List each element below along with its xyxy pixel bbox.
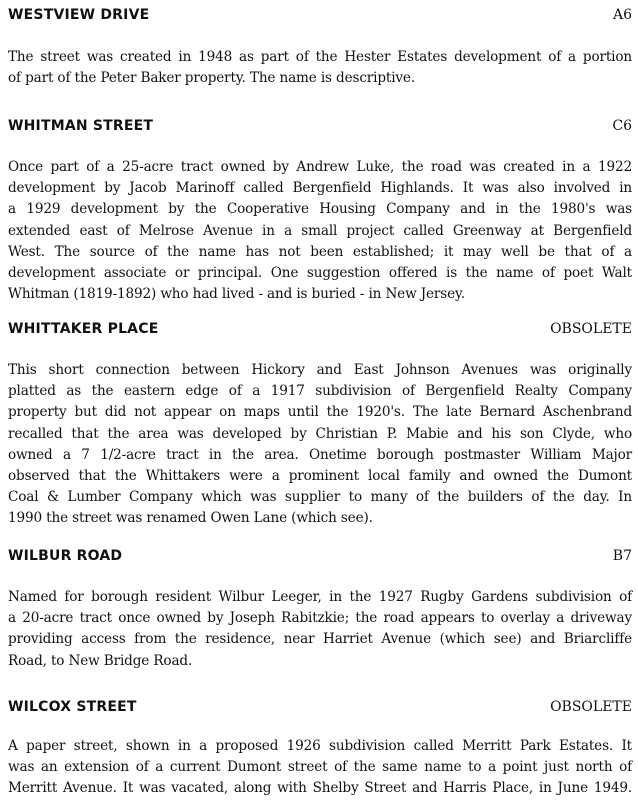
text-line: observed that the Whittakers were a prominent local family and owned the Dumont	[8, 468, 632, 485]
text-line: A paper street, shown in a proposed 1926 subdivision called Merritt Park Estates. It	[8, 738, 632, 754]
entry-grid-reference: B7	[612, 548, 632, 564]
entry-description	[8, 47, 632, 89]
entry-grid-reference: A6	[612, 7, 632, 23]
text-line: recalled that the area was developed by Christian P. Mabie and his son Clyde, who	[8, 425, 632, 442]
entry-title: WILBUR ROAD	[8, 548, 123, 564]
entry-title: WHITTAKER PLACE	[8, 321, 159, 337]
entry-title: WESTVIEW DRIVE	[8, 7, 150, 23]
entry-grid-reference: C6	[612, 118, 632, 134]
text-line: providing access from the residence, near Harriet Avenue (which see) and Briarcliffe	[8, 631, 632, 648]
text-line: property but did not appear on maps until the 1920's. The late Bernard Aschenbrand	[8, 404, 632, 421]
text-line: development associate or principal. One suggestion offered is the name of poet Walt	[8, 265, 632, 282]
entry-wilcox-street	[8, 699, 632, 800]
text-line: The street was created in 1948 as part of the Hester Estates development of a portion	[8, 49, 632, 65]
entry-westview-drive	[8, 7, 632, 89]
entry-title: WILCOX STREET	[8, 699, 137, 715]
entry-whitman-street	[8, 118, 632, 305]
entry-description	[8, 157, 632, 305]
text-line: owned a 7 1/2-acre tract in the area. Onetime borough postmaster William Major	[8, 446, 632, 463]
entry-heading-row	[8, 118, 632, 140]
entry-heading-row	[8, 548, 632, 570]
entry-description	[8, 587, 632, 672]
entry-grid-reference: OBSOLETE	[550, 699, 632, 715]
text-line: extended east of Melrose Avenue in a small project called Greenway at Bergenfield	[8, 222, 632, 239]
text-line: a 1929 development by the Cooperative Housing Company and in the 1980's was	[8, 201, 632, 218]
text-line: Merritt Avenue. It was vacated, along with Shelby Street and Harris Place, in June 1949.	[8, 780, 632, 797]
entry-title: WHITMAN STREET	[8, 118, 154, 134]
text-line: This short connection between Hickory and East Johnson Avenues was originally	[8, 362, 632, 378]
text-line: West. The source of the name has not been established; it may well be that of a	[8, 243, 632, 260]
entry-heading-row	[8, 7, 632, 29]
text-line: platted as the eastern edge of a 1917 subdivision of Bergenfield Realty Company	[8, 383, 632, 400]
text-line: of part of the Peter Baker property. The name is descriptive.	[8, 70, 415, 87]
text-line: a 20-acre tract once owned by Joseph Rabitzkie; the road appears to overlay a driveway	[8, 610, 632, 627]
text-line: Once part of a 25-acre tract owned by Andrew Luke, the road was created in a 1922	[8, 159, 632, 175]
text-line: 1990 the street was renamed Owen Lane (which see).	[8, 510, 373, 527]
entry-description	[8, 360, 632, 530]
text-line: development by Jacob Marinoff called Bergenfield Highlands. It was also involved in	[8, 180, 632, 197]
text-line: Whitman (1819-1892) who had lived - and is buried - in New Jersey.	[8, 286, 465, 303]
entry-heading-row	[8, 699, 632, 721]
entry-grid-reference: OBSOLETE	[550, 321, 632, 337]
entry-wilbur-road	[8, 548, 632, 672]
entry-whittaker-place	[8, 321, 632, 530]
text-line: Road, to New Bridge Road.	[8, 652, 193, 669]
text-line: Coal & Lumber Company which was supplier to many of the builders of the day. In	[8, 489, 632, 506]
text-line: was an extension of a current Dumont street of the same name to a point just north of	[8, 759, 632, 776]
entry-description	[8, 736, 632, 800]
text-line: Named for borough resident Wilbur Leeger, in the 1927 Rugby Gardens subdivision of	[8, 589, 632, 605]
entry-heading-row	[8, 321, 632, 343]
